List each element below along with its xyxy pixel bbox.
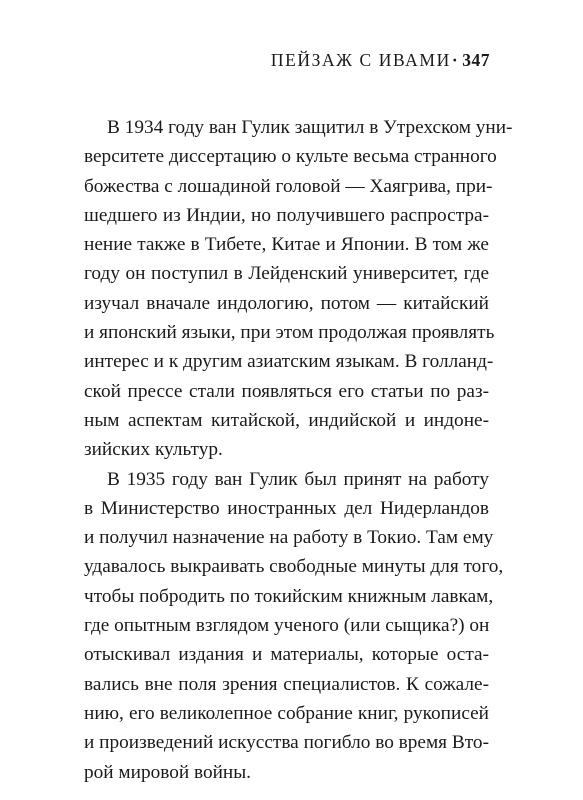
- text-line: верситете диссертацию о культе весьма странного: [84, 146, 497, 168]
- text-line: вались вне поля зрения специалистов. К сожале-: [84, 673, 489, 695]
- text-line: ным аспектам китайской, индийской и индоне-: [84, 409, 489, 431]
- text-line: нение также в Тибете, Китае и Японии. В том же: [84, 234, 489, 256]
- running-head: [271, 50, 490, 71]
- text-line: божества с лошадиной головой — Хаягрива, при-: [84, 175, 493, 197]
- page-number: 347: [462, 50, 490, 70]
- text-line: ской прессе стали появляться его статьи по раз-: [84, 380, 489, 402]
- text-line: В 1935 году ван Гулик был принят на работу: [107, 468, 489, 490]
- running-head-title: ПЕЙЗАЖ С ИВАМИ: [270, 50, 451, 70]
- text-line: году он поступил в Лейденский университет, где: [84, 263, 489, 285]
- text-line: нию, его великолепное собрание книг, рукописей: [84, 702, 489, 724]
- text-line: шедшего из Индии, но получившего распростра-: [84, 204, 489, 226]
- text-line: В 1934 году ван Гулик защитил в Утрехском уни-: [107, 117, 513, 138]
- paragraph-2: [84, 465, 504, 787]
- body-text: [84, 113, 513, 787]
- text-line: отыскивал издания и материалы, которые оста-: [84, 644, 489, 666]
- text-line: удавалось выкраивать свободные минуты для того,: [84, 556, 504, 578]
- text-line: и получил назначение на работу в Токио. Там ему: [84, 527, 494, 549]
- text-line: зийских культур.: [84, 439, 223, 461]
- running-head-separator: ·: [451, 50, 460, 70]
- paragraph-1: [84, 113, 513, 465]
- text-line: интерес и к другим азиатским языкам. В голланд-: [84, 351, 494, 373]
- text-line: и японский языки, при этом продолжая проявлять: [84, 322, 495, 344]
- text-line: в Министерство иностранных дел Нидерландов: [84, 497, 489, 519]
- text-line: чтобы побродить по токийским книжным лавкам,: [84, 585, 494, 607]
- text-line: рой мировой войны.: [84, 761, 251, 783]
- text-line: изучал вначале индологию, потом — китайский: [84, 292, 489, 314]
- text-line: и произведений искусства погибло во время Вто-: [84, 732, 489, 754]
- text-line: где опытным взглядом ученого (или сыщика?) он: [84, 615, 490, 637]
